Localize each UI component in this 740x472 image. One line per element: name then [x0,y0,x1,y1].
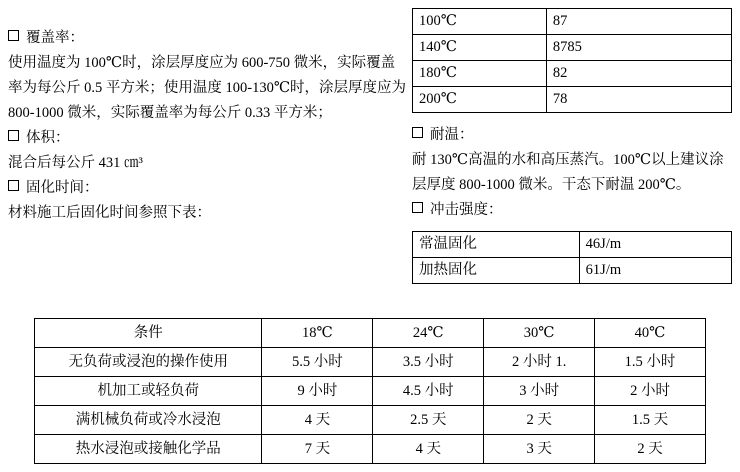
right-column [412,8,732,284]
square-bullet-icon [8,30,19,41]
cell-value: 2.5 天 [373,406,484,435]
value-cell: 82 [546,61,731,87]
left-column [8,26,408,226]
value-cell: 78 [546,87,731,113]
square-bullet-icon [412,127,423,138]
temperature-value-table [412,8,732,113]
table-row [413,232,732,258]
cell-value: 5.5 小时 [262,348,373,377]
table-row [35,348,706,377]
heat-resistance-heading-text: 耐温： [430,127,474,143]
column-header-30c: 30℃ [484,319,595,348]
table-row [35,406,706,435]
value-cell: 61J/m [579,258,731,284]
column-header-18c: 18℃ [262,319,373,348]
cell-value: 1.5 天 [595,406,706,435]
temperature-cell: 180℃ [413,61,547,87]
cell-value: 4 天 [262,406,373,435]
cell-value: 2 天 [595,435,706,464]
column-header-40c: 40℃ [595,319,706,348]
impact-strength-table [412,231,732,284]
heat-resistance-body: 耐 130℃高温的水和高压蒸汽。100℃以上建议涂层厚度 800-1000 微米。干态下耐温 200℃。 [412,152,724,193]
row-label: 热水浸泡或接触化学品 [35,435,262,464]
cell-value: 4 天 [373,435,484,464]
cell-value: 7 天 [262,435,373,464]
cure-time-heading [8,176,408,201]
table-row [35,377,706,406]
value-cell: 87 [546,9,731,35]
cell-value: 3 小时 [484,377,595,406]
volume-heading-text: 体积： [26,130,70,146]
square-bullet-icon [8,130,19,141]
coverage-heading [8,26,408,51]
temperature-cell: 140℃ [413,35,547,61]
volume-body: 混合后每公斤 431 ㎝³ [8,155,143,171]
column-header-24c: 24℃ [373,319,484,348]
cell-value: 3.5 小时 [373,348,484,377]
table-row [413,35,732,61]
value-cell: 46J/m [579,232,731,258]
cell-value: 2 小时 [595,377,706,406]
square-bullet-icon [412,202,423,213]
table-row [413,61,732,87]
table-row [413,87,732,113]
coverage-heading-text: 覆盖率： [26,30,84,46]
volume-heading [8,126,408,151]
row-label: 无负荷或浸泡的操作使用 [35,348,262,377]
impact-strength-heading-text: 冲击强度： [430,202,503,218]
coverage-body: 使用温度为 100℃时，涂层厚度应为 600-750 微米，实际覆盖率为每公斤 0.5 平方米；使用温度 100-130℃时，涂层厚度应为 800-1000 微米，实际覆盖率为每公斤 0.33 平方米； [8,55,407,121]
cell-value: 4.5 小时 [373,377,484,406]
cell-value: 2 小时 1. [484,348,595,377]
cure-time-body: 材料施工后固化时间参照下表： [8,205,211,221]
table-header-row [35,319,706,348]
table-row [413,258,732,284]
temperature-cell: 200℃ [413,87,547,113]
square-bullet-icon [8,180,19,191]
column-header-condition: 条件 [35,319,262,348]
row-label: 机加工或轻负荷 [35,377,262,406]
cell-value: 2 天 [484,406,595,435]
temperature-cell: 100℃ [413,9,547,35]
value-cell: 8785 [546,35,731,61]
table-row [413,9,732,35]
cell-value: 9 小时 [262,377,373,406]
table-row [35,435,706,464]
condition-cell: 加热固化 [413,258,580,284]
heat-resistance-heading [412,123,732,148]
cell-value: 3 天 [484,435,595,464]
cure-time-table [34,318,706,464]
row-label: 满机械负荷或冷水浸泡 [35,406,262,435]
condition-cell: 常温固化 [413,232,580,258]
impact-strength-heading [412,198,732,223]
cure-time-heading-text: 固化时间： [26,180,99,196]
cell-value: 1.5 小时 [595,348,706,377]
